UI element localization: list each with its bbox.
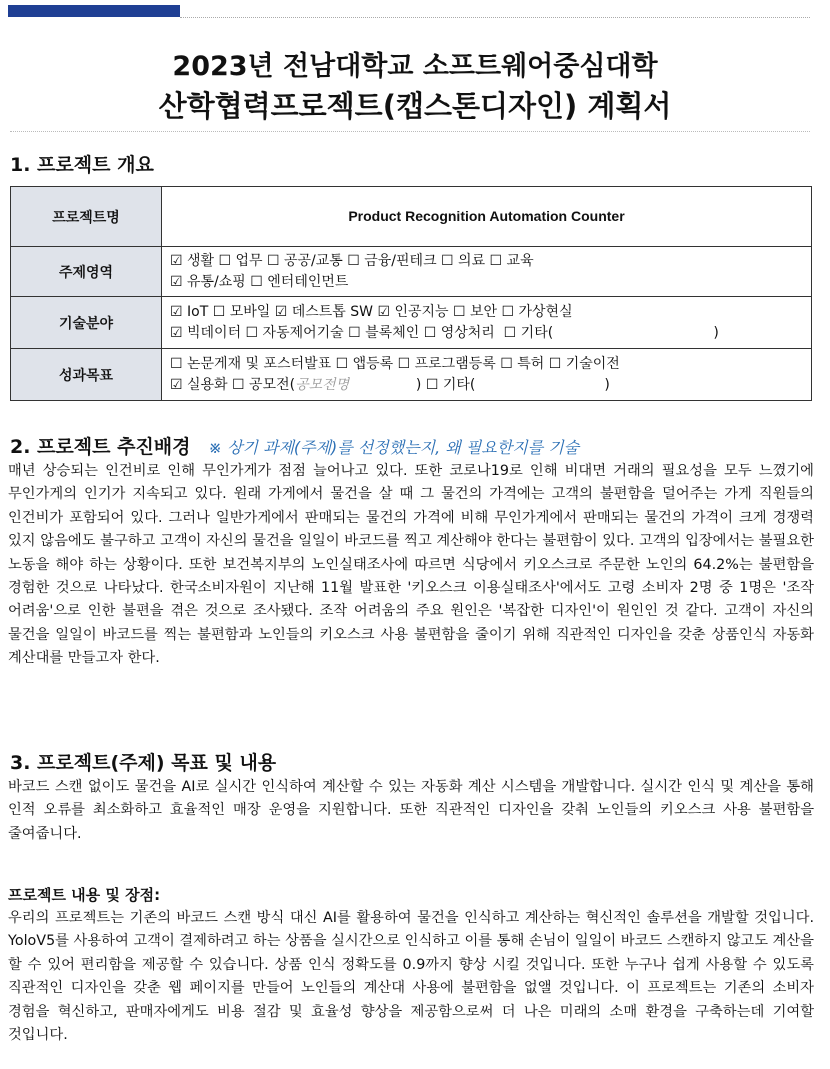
project-name-value: Product Recognition Automation Counter [162, 187, 812, 247]
project-overview-table [10, 186, 812, 401]
checkbox-line: ☑ 유통/쇼핑 ☐ 엔터테인먼트 [170, 273, 349, 290]
section2-title: 2. 프로젝트 추진배경 [10, 436, 191, 458]
document-title-line2: 산학협력프로젝트(캡스톤디자인) 계획서 [158, 89, 672, 123]
header-dotted-line [180, 17, 810, 18]
table-row [11, 247, 812, 297]
header-accent-bar [8, 5, 180, 17]
row-label: 성과목표 [11, 349, 162, 401]
project-content-body: 우리의 프로젝트는 기존의 바코드 스캔 방식 대신 AI를 활용하여 물건을 인식하고 계산하는 혁신적인 솔루션을 개발할 것입니다. YoloV5를 사용하여 고객이 결제하려고 하는 상품을 실시간으로 인식하고 이를 통해 손님이 일일이 바코드 스캔하지 않고도 계산을 할 수 있어 편리함을 제공할 수 있습니다. 상품 인식 정확도를 0.9까지 향상 시킬 것입니다. 또한 누구나 쉽게 사용할 수 있도록 직관적인 디자인을 갖춘 웹 페이지를 만들어 노인들의 계산대 사용에 불편함을 없앨 것입니다. 이 프로젝트는 기존의 소비자 경험을 혁신하고, 판매자에게도 비용 절감 및 효율성 향상을 제공함으로써 더 나은 미래의 소매 환경을 구축하는데 기여할 것입니다. [8, 910, 814, 1044]
checkbox-line [170, 375, 803, 396]
section3-heading: 3. 프로젝트(주제) 목표 및 내용 [10, 752, 277, 774]
section1-heading: 1. 프로젝트 개요 [10, 154, 154, 176]
tech-field-checkboxes [162, 297, 812, 349]
table-row [11, 187, 812, 247]
checkbox-line: ☑ 생활 ☐ 업무 ☐ 공공/교통 ☐ 금융/핀테크 ☐ 의료 ☐ 교육 [170, 252, 534, 269]
project-content-subheading: 프로젝트 내용 및 장점: [8, 886, 161, 904]
goal-line-suffix: ) ☐ 기타( ) [349, 376, 610, 393]
table-row [11, 297, 812, 349]
row-label: 주제영역 [11, 247, 162, 297]
checkbox-line: ☐ 논문게재 및 포스터발표 ☐ 앱등록 ☐ 프로그램등록 ☐ 특허 ☐ 기술이전 [170, 355, 620, 372]
row-label: 기술분야 [11, 297, 162, 349]
section2-body: 매년 상승되는 인건비로 인해 무인가게가 점점 늘어나고 있다. 또한 코로나19로 인해 비대면 거래의 필요성을 모두 느꼈기에 무인가게의 인기가 지속되고 있다. 원래 가게에서 물건을 살 때 그 물건의 가격에는 고객의 불편함을 덜어주는 가게 직원들의 인건비가 포함되어 있다. 그러나 일반가게에서 판매되는 물건의 가격에 비해 무인가게에서 판매되는 물건의 가격이 크게 경쟁력 있지 않음에도 불구하고 고객이 자신의 물건을 일일이 바코드를 찍고 계산해야 한다는 불편함이 있다. 고객의 입장에서는 불필요한 노동을 해야 하는 상황이다. 또한 보건복지부의 노인실태조사에 따르면 식당에서 키오스크로 주문한 노인의 64.2%는 불편함을 경험한 것으로 나타났다. 한국소비자원이 지난해 11월 발표한 '키오스크 이용실태조사'에서도 고령 소비자 2명 중 1명은 '조작 어려움'으로 인한 불편을 겪은 것으로 조사됐다. 조작 어려움의 주요 원인은 '복잡한 디자인'이 원인인 것 같다. 고객이 자신의 물건을 일일이 바코드를 찍는 불편함과 노인들의 키오스크 사용 불편함을 줄이기 위해 직관적인 디자인을 갖춘 상품인식 자동화 계산대를 만들고자 한다. [8, 463, 814, 667]
topic-area-checkboxes [162, 247, 812, 297]
section3-body: 바코드 스캔 없이도 물건을 AI로 실시간 인식하여 계산할 수 있는 자동화 계산 시스템을 개발합니다. 실시간 인식 및 계산을 통해 인적 오류를 최소화하고 효율적인 매장 운영을 지원합니다. 또한 직관적인 디자인을 갖춰 노인들의 키오스크 사용 불편함을 줄여줍니다. [8, 779, 814, 842]
goal-line-prefix: ☑ 실용화 ☐ 공모전( [170, 376, 296, 393]
row-label: 프로젝트명 [11, 187, 162, 247]
checkbox-line: ☑ IoT ☐ 모바일 ☑ 데스트톱 SW ☑ 인공지능 ☐ 보안 ☐ 가상현실 [170, 303, 573, 320]
section2-guide-note: ※ 상기 과제(주제)를 선정했는지, 왜 필요한지를 기술 [208, 438, 580, 457]
title-divider [10, 131, 810, 132]
table-row [11, 349, 812, 401]
checkbox-line: ☑ 빅데이터 ☐ 자동제어기술 ☐ 블록체인 ☐ 영상처리 ☐ 기타( ) [170, 324, 719, 341]
section2-heading [10, 432, 579, 459]
goal-checkboxes [162, 349, 812, 401]
document-title-line1: 2023년 전남대학교 소프트웨어중심대학 [172, 51, 658, 82]
contest-name-placeholder: 공모전명 [295, 376, 350, 393]
